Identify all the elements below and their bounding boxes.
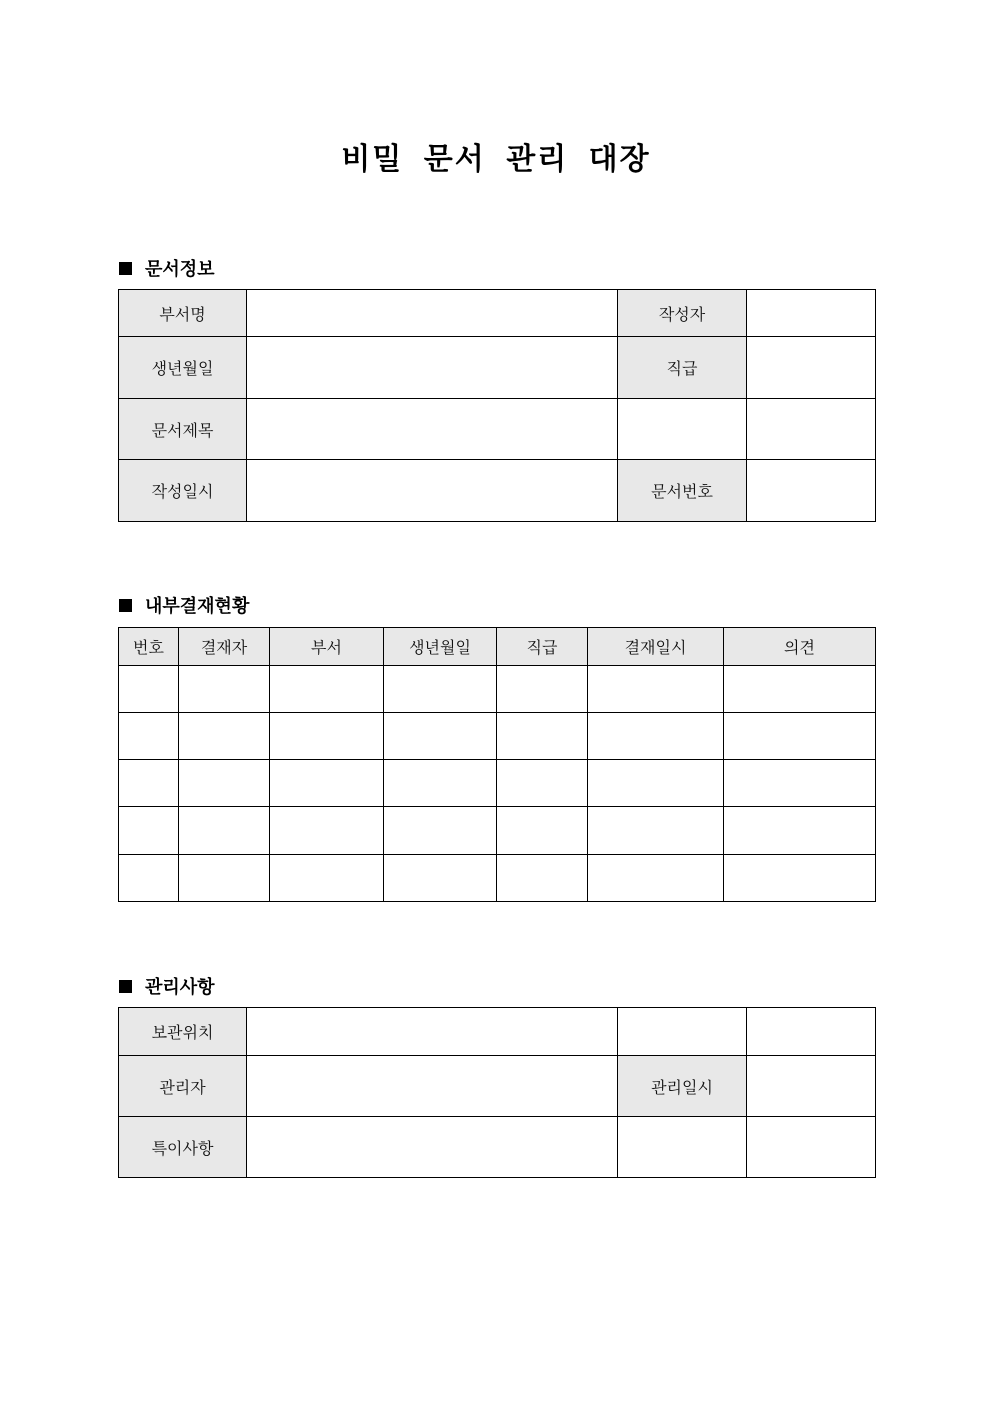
table-cell[interactable] bbox=[588, 807, 724, 855]
written-date-field[interactable] bbox=[247, 460, 618, 522]
manager-field[interactable] bbox=[247, 1056, 618, 1117]
column-header-number: 번호 bbox=[119, 628, 179, 666]
doc-info-table bbox=[118, 289, 876, 522]
column-header-opinion: 의견 bbox=[724, 628, 876, 666]
remarks-field[interactable] bbox=[247, 1117, 618, 1178]
table-row bbox=[119, 460, 876, 522]
dept-name-field[interactable] bbox=[247, 290, 618, 337]
table-cell[interactable] bbox=[119, 713, 179, 760]
table-row bbox=[119, 1117, 876, 1178]
birth-date-label: 생년월일 bbox=[119, 337, 247, 399]
section-heading-label: 관리사항 bbox=[145, 977, 215, 998]
table-row bbox=[119, 1056, 876, 1117]
table-cell[interactable] bbox=[724, 666, 876, 713]
storage-label: 보관위치 bbox=[119, 1008, 247, 1056]
empty-cell[interactable] bbox=[618, 1008, 747, 1056]
dept-name-label: 부서명 bbox=[119, 290, 247, 337]
manage-date-field[interactable] bbox=[747, 1056, 876, 1117]
square-bullet-icon bbox=[119, 980, 132, 993]
table-cell[interactable] bbox=[497, 666, 588, 713]
manage-date-label: 관리일시 bbox=[618, 1056, 747, 1117]
table-cell[interactable] bbox=[588, 666, 724, 713]
page-title: 비밀 문서 관리 대장 bbox=[341, 142, 651, 177]
column-header-dept: 부서 bbox=[270, 628, 384, 666]
birth-date-field[interactable] bbox=[247, 337, 618, 399]
written-date-label: 작성일시 bbox=[119, 460, 247, 522]
table-row bbox=[119, 855, 876, 902]
table-cell[interactable] bbox=[384, 855, 497, 902]
table-row bbox=[119, 760, 876, 807]
square-bullet-icon bbox=[119, 599, 132, 612]
management-table bbox=[118, 1007, 876, 1178]
column-header-birth-date: 생년월일 bbox=[384, 628, 497, 666]
table-row bbox=[119, 337, 876, 399]
square-bullet-icon bbox=[119, 262, 132, 275]
author-field[interactable] bbox=[747, 290, 876, 337]
table-cell[interactable] bbox=[119, 855, 179, 902]
storage-field[interactable] bbox=[247, 1008, 618, 1056]
table-row bbox=[119, 399, 876, 460]
doc-title-label: 문서제목 bbox=[119, 399, 247, 460]
doc-title-field[interactable] bbox=[247, 399, 618, 460]
table-cell[interactable] bbox=[384, 666, 497, 713]
position-field[interactable] bbox=[747, 337, 876, 399]
empty-cell[interactable] bbox=[618, 1117, 747, 1178]
table-row bbox=[119, 1008, 876, 1056]
column-header-position: 직급 bbox=[497, 628, 588, 666]
doc-number-field[interactable] bbox=[747, 460, 876, 522]
table-cell[interactable] bbox=[724, 760, 876, 807]
table-cell[interactable] bbox=[270, 855, 384, 902]
empty-cell[interactable] bbox=[747, 1117, 876, 1178]
table-cell[interactable] bbox=[724, 807, 876, 855]
section-heading-label: 문서정보 bbox=[145, 259, 215, 280]
table-cell[interactable] bbox=[270, 713, 384, 760]
empty-cell[interactable] bbox=[747, 1008, 876, 1056]
table-cell[interactable] bbox=[119, 666, 179, 713]
table-row bbox=[119, 807, 876, 855]
table-cell[interactable] bbox=[179, 760, 270, 807]
table-cell[interactable] bbox=[588, 760, 724, 807]
section-heading-approval bbox=[119, 592, 249, 618]
empty-cell[interactable] bbox=[747, 399, 876, 460]
doc-number-label: 문서번호 bbox=[618, 460, 747, 522]
approval-table bbox=[118, 627, 876, 902]
manager-label: 관리자 bbox=[119, 1056, 247, 1117]
table-cell[interactable] bbox=[588, 855, 724, 902]
table-cell[interactable] bbox=[384, 807, 497, 855]
table-cell[interactable] bbox=[270, 760, 384, 807]
table-cell[interactable] bbox=[497, 855, 588, 902]
table-row bbox=[119, 290, 876, 337]
table-cell[interactable] bbox=[179, 666, 270, 713]
header-row bbox=[119, 628, 876, 666]
author-label: 작성자 bbox=[618, 290, 747, 337]
table-cell[interactable] bbox=[724, 713, 876, 760]
table-cell[interactable] bbox=[497, 807, 588, 855]
table-cell[interactable] bbox=[270, 807, 384, 855]
table-cell[interactable] bbox=[497, 713, 588, 760]
table-cell[interactable] bbox=[588, 713, 724, 760]
section-heading-label: 내부결재현황 bbox=[145, 596, 250, 617]
table-cell[interactable] bbox=[270, 666, 384, 713]
empty-cell[interactable] bbox=[618, 399, 747, 460]
table-row bbox=[119, 713, 876, 760]
table-cell[interactable] bbox=[179, 713, 270, 760]
table-cell[interactable] bbox=[179, 855, 270, 902]
table-cell[interactable] bbox=[119, 760, 179, 807]
table-cell[interactable] bbox=[384, 760, 497, 807]
table-cell[interactable] bbox=[724, 855, 876, 902]
table-cell[interactable] bbox=[119, 807, 179, 855]
position-label: 직급 bbox=[618, 337, 747, 399]
column-header-approval-date: 결재일시 bbox=[588, 628, 724, 666]
section-heading-doc-info bbox=[119, 255, 215, 281]
column-header-approver: 결재자 bbox=[179, 628, 270, 666]
table-cell[interactable] bbox=[384, 713, 497, 760]
table-cell[interactable] bbox=[179, 807, 270, 855]
remarks-label: 특이사항 bbox=[119, 1117, 247, 1178]
table-cell[interactable] bbox=[497, 760, 588, 807]
section-heading-management bbox=[119, 973, 215, 999]
table-row bbox=[119, 666, 876, 713]
